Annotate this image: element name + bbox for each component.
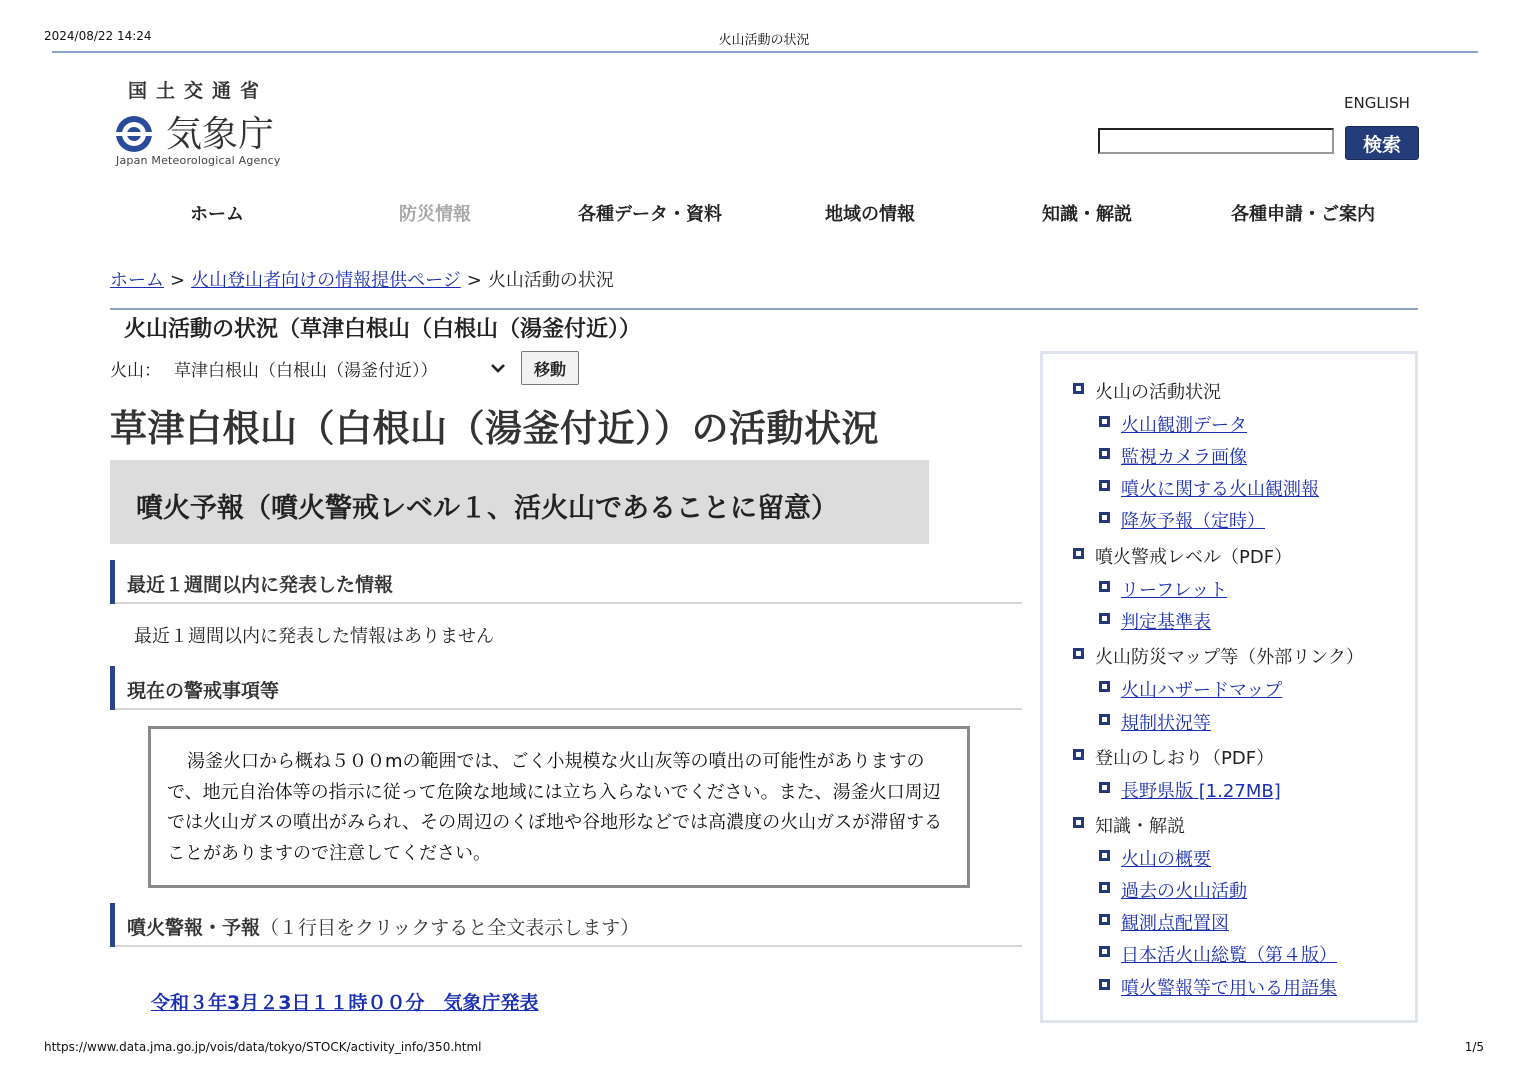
breadcrumb-parent[interactable]: 火山登山者向けの情報提供ページ — [191, 270, 461, 291]
section-divider — [115, 945, 1022, 947]
square-bullet-icon — [1073, 817, 1084, 828]
square-bullet-icon — [1099, 581, 1110, 592]
print-page-title: 火山活動の状況 — [718, 33, 810, 48]
main-heading: 草津白根山（白根山（湯釜付近））の活動状況 — [110, 407, 879, 450]
nav-data[interactable]: 各種データ・資料 — [578, 204, 722, 225]
section-accent-bar — [110, 903, 115, 947]
square-bullet-icon — [1099, 448, 1110, 459]
jma-logo-mark-icon — [114, 114, 154, 154]
page-title: 火山活動の状況（草津白根山（白根山（湯釜付近）） — [124, 317, 642, 342]
square-bullet-icon — [1099, 946, 1110, 957]
search-input[interactable] — [1098, 128, 1334, 154]
section-eruption-bulletins — [110, 903, 1022, 947]
section-heading-title: 噴火警報・予報 — [127, 917, 261, 939]
square-bullet-icon — [1073, 548, 1084, 559]
logo-agency-name: 気象庁 — [166, 114, 275, 155]
square-bullet-icon — [1099, 979, 1110, 990]
nav-regional-info[interactable]: 地域の情報 — [825, 204, 915, 225]
volcano-select-label: 火山： — [110, 361, 161, 381]
print-page-number: 1/5 — [1464, 1040, 1484, 1054]
section-heading: 最近１週間以内に発表した情報 — [127, 574, 394, 596]
print-url: https://www.data.jma.go.jp/vois/data/tokyo/STOCK/activity_info/350.html — [44, 1040, 482, 1054]
section-divider — [115, 602, 1022, 604]
square-bullet-icon — [1073, 383, 1084, 394]
logo-agency-english: Japan Meteorological Agency — [116, 154, 281, 167]
square-bullet-icon — [1099, 882, 1110, 893]
section-divider — [115, 708, 1022, 710]
forecast-status: 噴火予報（噴火警戒レベル１、活火山であることに留意） — [136, 493, 838, 524]
nav-home[interactable]: ホーム — [190, 204, 244, 225]
chevron-down-icon[interactable] — [488, 358, 508, 378]
logo-ministry: 国土交通省 — [128, 80, 269, 102]
breadcrumb-home[interactable]: ホーム — [110, 270, 164, 291]
bulletin-link[interactable]: 令和３年3月２3日１１時００分 気象庁発表 — [151, 992, 539, 1014]
square-bullet-icon — [1073, 648, 1084, 659]
jma-logo[interactable] — [112, 74, 282, 172]
search-button[interactable]: 検索 — [1345, 126, 1419, 160]
title-rule — [110, 308, 1418, 310]
breadcrumb-current: 火山活動の状況 — [487, 270, 614, 291]
section-recent-info — [110, 560, 1022, 604]
breadcrumb — [110, 266, 614, 292]
section-heading — [127, 913, 639, 940]
forecast-status-box — [110, 460, 929, 544]
section-heading-note: （１行目をクリックすると全文表示します） — [260, 917, 640, 939]
nav-knowledge[interactable]: 知識・解説 — [1042, 204, 1132, 225]
no-recent-info-text: 最近１週間以内に発表した情報はありません — [134, 626, 494, 647]
square-bullet-icon — [1099, 416, 1110, 427]
global-nav — [112, 200, 1418, 226]
volcano-select[interactable]: 草津白根山（白根山（湯釜付近）） — [174, 361, 438, 381]
section-accent-bar — [110, 666, 115, 710]
square-bullet-icon — [1073, 749, 1084, 760]
nav-applications[interactable]: 各種申請・ご案内 — [1231, 204, 1375, 225]
square-bullet-icon — [1099, 613, 1110, 624]
print-datetime: 2024/08/22 14:24 — [44, 29, 152, 43]
square-bullet-icon — [1099, 480, 1110, 491]
warning-box — [148, 726, 970, 888]
move-button[interactable]: 移動 — [521, 351, 579, 385]
sidebar: 火山の活動状況 火山観測データ 監視カメラ画像 噴火に関する火山観測報 降灰予報（定時） 噴火警戒レベル（PDF） リーフレット 判定基準表 火山防災マップ等（外部リンク） 火山ハザードマップ 規制状況等 登山のしおり（PDF） 長野県版 [1.27MB] 知識・解説 火山の概要 過去の火山活動 観測点配置図 日本活火山総覧（第４版） 噴火警報等で用いる用語集 — [1040, 351, 1418, 1023]
square-bullet-icon — [1099, 850, 1110, 861]
square-bullet-icon — [1099, 681, 1110, 692]
nav-disaster-info[interactable]: 防災情報 — [399, 204, 471, 225]
section-accent-bar — [110, 560, 115, 604]
english-link[interactable]: ENGLISH — [1344, 94, 1410, 112]
section-current-warnings — [110, 666, 1022, 710]
square-bullet-icon — [1099, 512, 1110, 523]
square-bullet-icon — [1099, 782, 1110, 793]
square-bullet-icon — [1099, 714, 1110, 725]
breadcrumb-separator: > — [466, 270, 482, 291]
breadcrumb-separator: > — [170, 270, 186, 291]
section-heading: 現在の警戒事項等 — [127, 680, 280, 702]
print-header-rule — [52, 51, 1478, 53]
square-bullet-icon — [1099, 914, 1110, 925]
warning-text: 湯釜火口から概ね５００mの範囲では、ごく小規模な火山灰等の噴出の可能性がありますので、地元自治体等の指示に従って危険な地域には立ち入らないでください。また、湯釜火口周辺では火山ガスの噴出がみられ、その周辺のくぼ地や谷地形などでは高濃度の火山ガスが滞留することがありますので注意してください。 — [167, 751, 943, 864]
